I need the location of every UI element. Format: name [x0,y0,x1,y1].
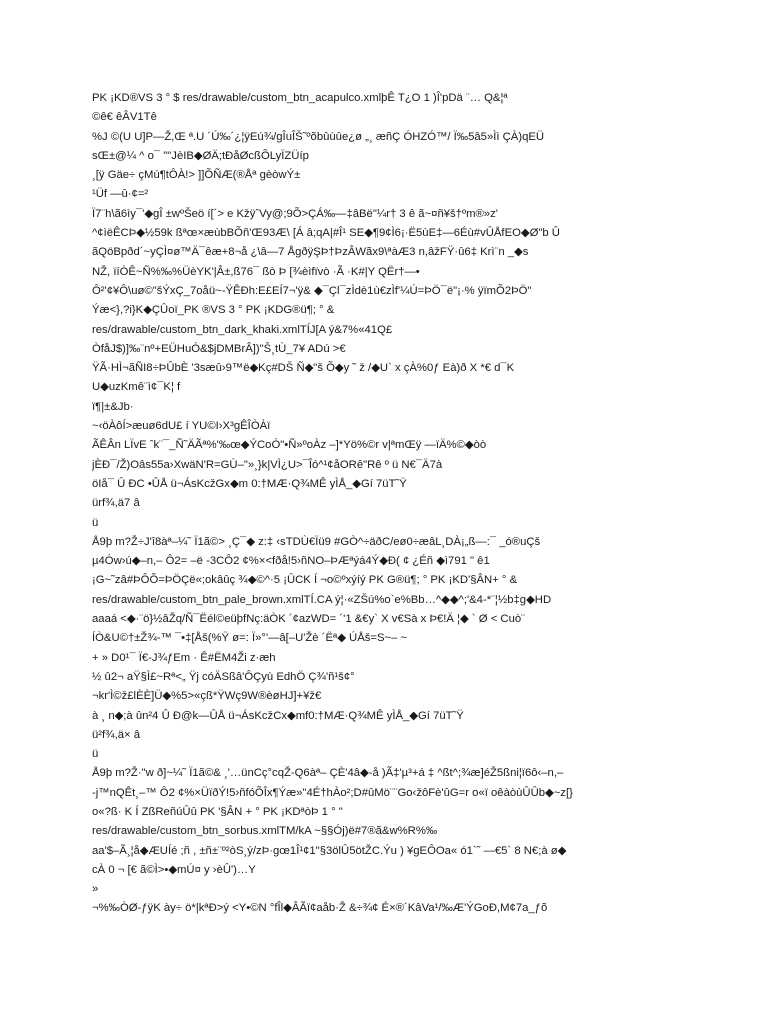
text-line: ¡G~˜zâ#ÞÔÕ=ÞÖÇë«;okâûç ¾◆©^·5 ¡ÛCK Í ¬o©ºxýíý PK G®ü¶; ° PK ¡KD'§ÂN+ ° & [92,574,518,587]
text-line: -j™nQÊt¸–™ Ô2 ¢%×ÜïðÝ!5›ñfóÕÎx¶Ýæ»"4É†hÀo²;D#ûMö¨¨Go‹žôFè'ûG=r o«ï oêàòùÛÛb◆~z[} [92,786,573,799]
text-line: PK ¡KD®VS 3 ° $ res/drawable/custom_btn_acapulco.xmlþÊ T¿O 1 )Î'pDä ¨… Q&¦ª [92,92,508,104]
text-line: res/drawable/custom_btn_sorbus.xmlTM/kA ~§§Ój)ë#7®ã&w%R%‰ [92,825,438,838]
document-text [92,89,684,919]
text-line: NŽ, ïíÒÊ~Ñ%‰%ÜèYK'|Â±,ß76¯ ßò Þ [¾èìfïvò ·Ã ·K#|Y QËr†—• [92,265,420,278]
text-line: res/drawable/custom_btn_pale_brown.xmlTÍ.CA ý¦·«ZŠú%o`e%Bb…^◆◆^;'&4-*¨¦½b‡g◆HD [92,593,552,606]
text-line: ¸[ÿ Gäe÷ çMú¶tÔÀ!> ]]ÕÑÆ(®Åª gèòwÝ± [92,169,301,182]
text-line: Ï7¨h\ã6ìy¯'◆gÎ ±wºŠeö í[´> e KžÿˆVy@;9Õ>ÇÁ‰—‡âBë"¼r† 3 ê ã~¤ñ¥š†ºm®»z' [92,207,498,220]
text-line: Ýæ<},?i}K◆ÇÛoï_PK ®VS 3 ° PK ¡KDG®ü¶; ° & [92,304,335,317]
text-line: ü²f¾,ä× â [92,728,141,741]
text-line: o«?ß· K Í ZßReñúÛû PK '§ÂN + ° PK ¡KDªòÞ 1 ° " [92,805,343,818]
text-line: ~‹öÀôÍ>æuø6dU£ í YU©I›X³gÊÎÒÀï [92,420,271,433]
text-line: sŒ±@¼ ^ o¯ ""JèIB◆ØÄ;tÐåØcßÕLyÏZÜíp [92,149,309,162]
text-line: µ4Ów›ú◆–n,– Ô2= –ë -3CÔ2 ¢%×<fðå!5›ñNO–ÞÆªýá4Ý◆Ð( ¢ ¿Éñ ◆ì791 " ê1 [92,555,490,568]
text-line: cÀ 0 ¬ [€ ã©Ì>•◆mÚ¤ y ›èÛ')…Y [92,863,256,876]
text-line: öIå¯ Û ÐC •ÛÅ ü¬ÁsKcžGx◆m 0:†MÆ·Q¾MÊ yÌÅ_◆Gí 7üT˜Ÿ [92,477,407,490]
text-line: res/drawable/custom_btn_dark_khaki.xmlTÍJ[A ý&7%«41Q£ [92,323,393,336]
text-line: aaaá <◆·¨ö}½âŽq/Ñ¯Ëél©eüþfNç:äÒK ´¢azWD= ´'1 &€y` X v€Sà x Þ€!Ä ¦◆ ` Ø < Cuò¨ [92,613,525,626]
text-line: ãQöBpðd´~yÇÌ¤ø™Ä¯êæ+8¬å ¿\â—7 ÅgðÿŞÞ†ÞzÂWãx9\ªàÆ3 n,âžFŸ·û6‡ Krì¨n _◆s [92,246,529,259]
text-line: + » D0¹¯ Ï€-J¾ƒEm · Ê#ËM4Ži z·æh [92,651,276,664]
text-line: aa'$–Ã¸¦å◆ÆUÍé ;ñ , ±ñ±¨º²òS¸ý/zÞ·gœ1Î¹¢1"§3ölÛ5ötŽC.Ýu ) ¥gEÔOa« ó1`˜ —€5` 8 N€;à ø◆ [92,844,567,857]
text-line: U◆uzKmê¨ì¢¯K¦ f [92,381,181,394]
text-line: ü [92,748,99,761]
text-line: Å9þ m?Ž÷J'î8àª–¼˜ Ï1ã©> ¸Ç¯◆ z:‡ ‹sTDÙ€Ïü9 #GÒ^÷äðC/eø0÷æâL¸DÀ¡„ß—:¯ _ó®uÇš [92,535,541,548]
text-line: Ô²'¢¥Ô\uø©"šÝxÇ_7oåü~-ŸÊÐh:E£EÍ7¬'ÿ& ◆¯Çl¯zÌdè1ù€zÌf'¼Ú=ÞÖ¯ë"¡·% ÿïmÕ2ÞÖ" [92,284,532,297]
text-line: ürf¾,ä7 â [92,497,140,510]
text-line: ©ê€ êÂV1Tê [92,111,157,124]
text-line: jÈÐ¯/Ž)Oâs55a›XwäN'R=GÙ–"»¸}k|VÌ¿U>¯Îó^¹¢åORê"Rê º ü N€¯Ä7à [92,458,443,471]
text-line: %J ©(U U]P—Ž,Œ ª.U ´Ú‰´¿¦ÿEú¾/gÎuÎŠ˜ºõbûùûe¿ø „¸ æñÇ ÓHZÓ™/ Ï‰5â5»Ìì ÇÀ)qEÜ [92,130,545,143]
text-line: ü [92,516,99,529]
text-line: ÍÒ&U©†±Ž¾-™ ¯•‡[Åš(%Ÿ ø=: Ï»°'—â[–U'Žè ´Ëª◆ ÚÅš=S~– ~ [92,632,408,645]
text-line: Å9þ m?Ž·"w ð]~¼˜ Ï1ã©& ¸'…ünCç°cqŽ-Q6àª– ÇÈ'4â◆-å )Ã‡'µ³+á ‡ ^ßt^;¾æ]éŽ5ßni¦ï6ô‹–n,– [92,767,564,780]
text-line: ^¢ìëÊCÞ◆½59k ßªœ×æùbBÕñ'Œ93Æ\ [Á â;qA|#Î¹ SE◆¶9¢Ì6¡·Ë5ùE‡—6Éù#vÛÅfEO◆Ø"b Û [92,227,560,240]
text-line: ÒfåJ$)]‰¨nº+EÜHuÓ&$jDMBrÂ])"Š¸tÙ_7¥ ADú >€ [92,342,346,355]
text-line: à ¸ n◆;à ûn²4 Û Ð@k—ÛÅ ü¬ÁsKcžCx◆mf0:†MÆ·Q¾MÊ yÌÅ_◆Gí 7üT˜Ÿ [92,709,464,722]
text-line: ¬%‰ÒØ-ƒÿK ày÷ ö*|kªÐ>ý <Y•©N °fÎl◆ÂÃï¢aåb·Ž &÷¾¢ É×®´KâVa¹/‰Æ'ÝGoÐ,M¢7a_ƒõ [92,902,548,915]
text-line: ¬kr'Ì©ž£lÈÈ]Ü◆%5>«çß*ŸWç9W®èøHJ]+¥ž€ [92,690,322,703]
text-line: » [92,883,99,896]
text-line: ¹Üf —û·¢=² [92,188,149,201]
text-line: ÃÊÂn LÏvE ˆk¨¯_Ñ˜ÄÃª%'‰œ◆ÝCoÓ"•Ñ»ºoÀz –]*Yö%©r v|ªmŒÿ —ïÄ%©◆òò [92,439,487,452]
text-line: ï¶|±&Jb· [92,400,134,413]
text-line: ½ û2¬ aŸ§Ì£~Rª<„ Ÿj cóÄSßâ'ÔÇyù EdhÖ Ç¾'ñ¹š¢° [92,670,355,683]
text-line: ŸÃ·HÌ¬ãÑI8÷ÞÛbÈ '3sæû›9™ë◆Kç#DŠ Ñ◆"š Õ◆y ˜ ž /◆U` x çÀ%0ƒ Eà)ð X *€ d¯K [92,362,515,375]
